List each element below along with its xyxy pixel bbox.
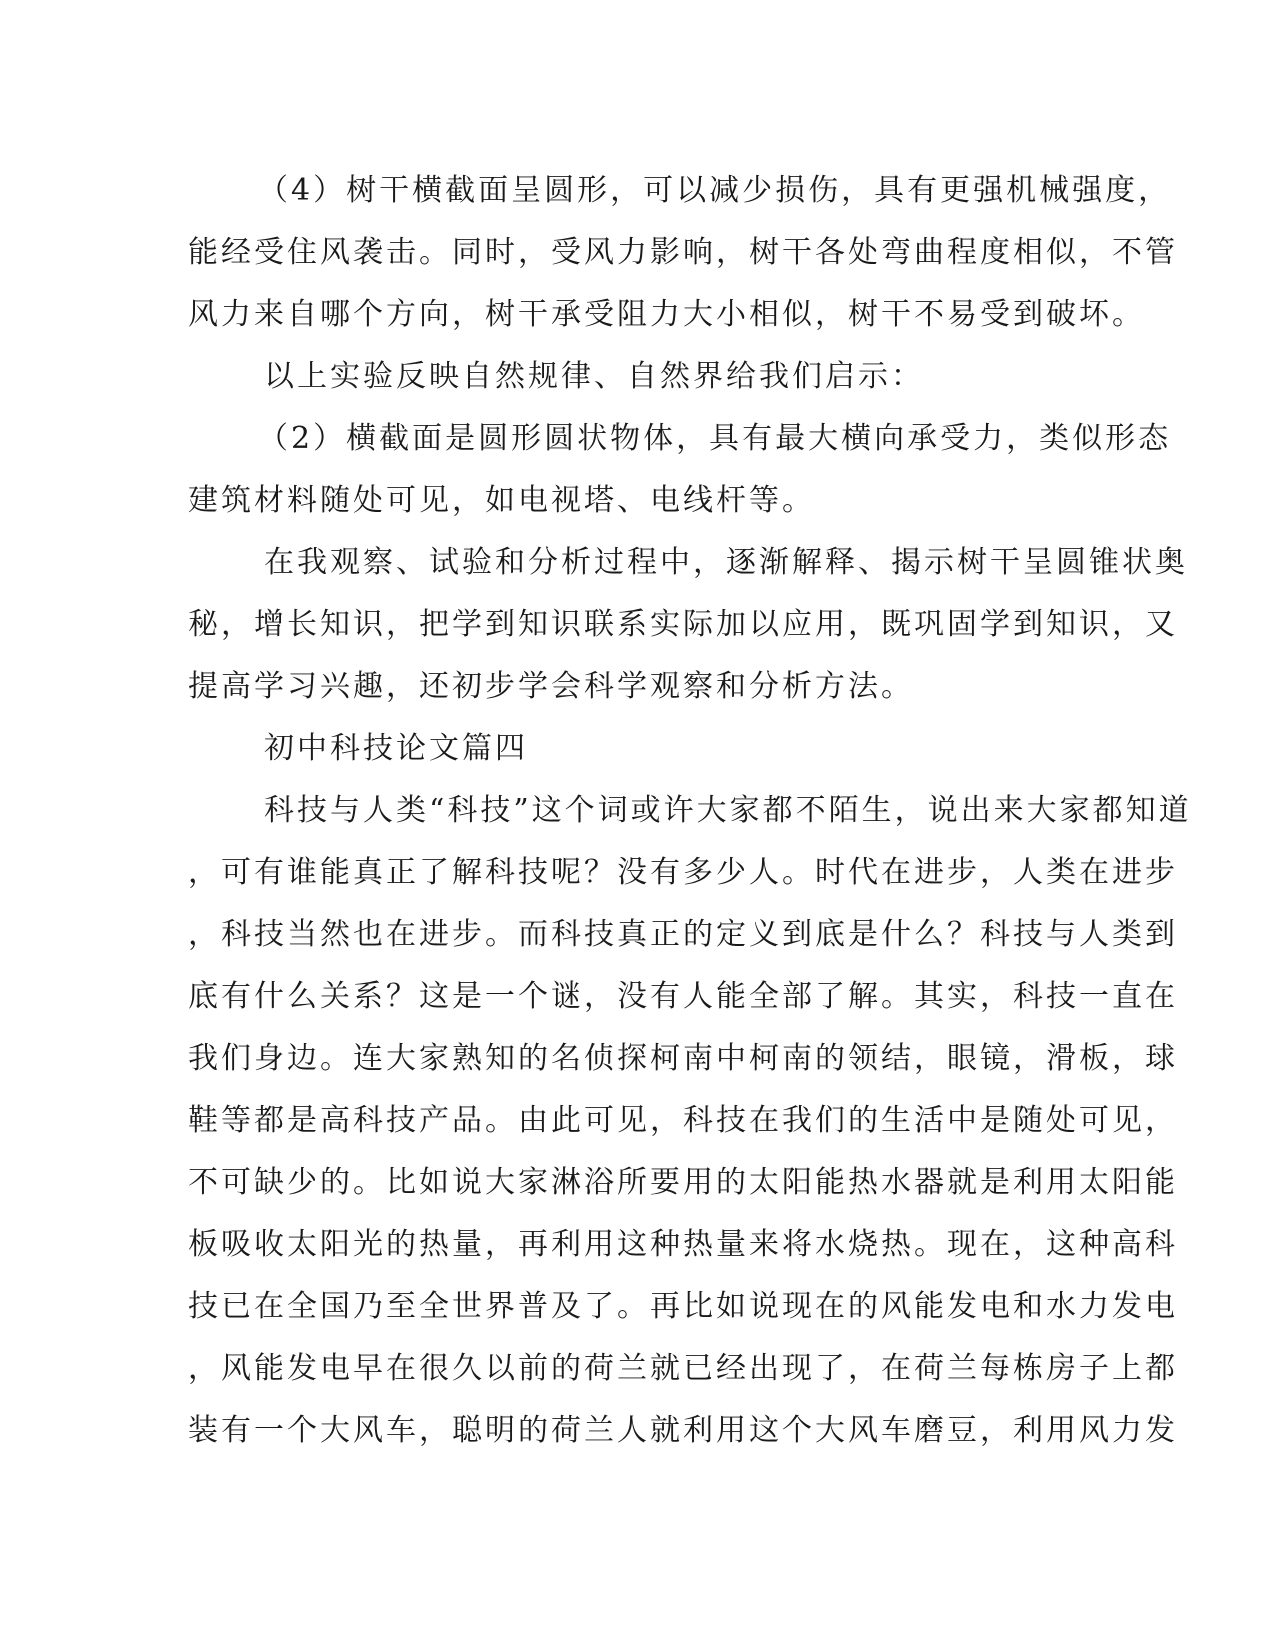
body-text	[188, 160, 1192, 1462]
text-line: 提高学习兴趣，还初步学会科学观察和分析方法。	[188, 669, 914, 704]
text-line: 秘，增长知识，把学到知识联系实际加以应用，既巩固学到知识，又	[188, 607, 1178, 642]
text-line: 鞋等都是高科技产品。由此可见，科技在我们的生活中是随处可见，	[188, 1103, 1178, 1138]
text-line: 建筑材料随处可见，如电视塔、电线杆等。	[188, 483, 815, 518]
section-heading: 初中科技论文篇四	[264, 731, 528, 766]
text-line: 不可缺少的。比如说大家淋浴所要用的太阳能热水器就是利用太阳能	[188, 1165, 1178, 1200]
text-line: 我们身边。连大家熟知的名侦探柯南中柯南的领结，眼镜，滑板，球	[188, 1041, 1178, 1076]
text-line: （4）树干横截面呈圆形，可以减少损伤，具有更强机械强度，	[258, 173, 1172, 208]
text-line: ，可有谁能真正了解科技呢？没有多少人。时代在进步，人类在进步	[188, 855, 1178, 890]
text-line: 能经受住风袭击。同时，受风力影响，树干各处弯曲程度相似，不管	[188, 235, 1178, 270]
text-line: 底有什么关系？这是一个谜，没有人能全部了解。其实，科技一直在	[188, 979, 1178, 1014]
text-line: 在我观察、试验和分析过程中，逐渐解释、揭示树干呈圆锥状奥	[264, 545, 1188, 580]
text-line: 风力来自哪个方向，树干承受阻力大小相似，树干不易受到破坏。	[188, 297, 1145, 332]
text-line: 技已在全国乃至全世界普及了。再比如说现在的风能发电和水力发电	[188, 1289, 1178, 1324]
text-line: ，科技当然也在进步。而科技真正的定义到底是什么？科技与人类到	[188, 917, 1178, 952]
text-line: 科技与人类“科技”这个词或许大家都不陌生，说出来大家都知道	[264, 793, 1192, 828]
text-line: ，风能发电早在很久以前的荷兰就已经出现了，在荷兰每栋房子上都	[188, 1351, 1178, 1386]
text-line: 装有一个大风车，聪明的荷兰人就利用这个大风车磨豆，利用风力发	[188, 1413, 1178, 1448]
text-line: 板吸收太阳光的热量，再利用这种热量来将水烧热。现在，这种高科	[188, 1227, 1178, 1262]
text-line: （2）横截面是圆形圆状物体，具有最大横向承受力，类似形态	[258, 421, 1172, 456]
text-line: 以上实验反映自然规律、自然界给我们启示：	[264, 359, 924, 394]
